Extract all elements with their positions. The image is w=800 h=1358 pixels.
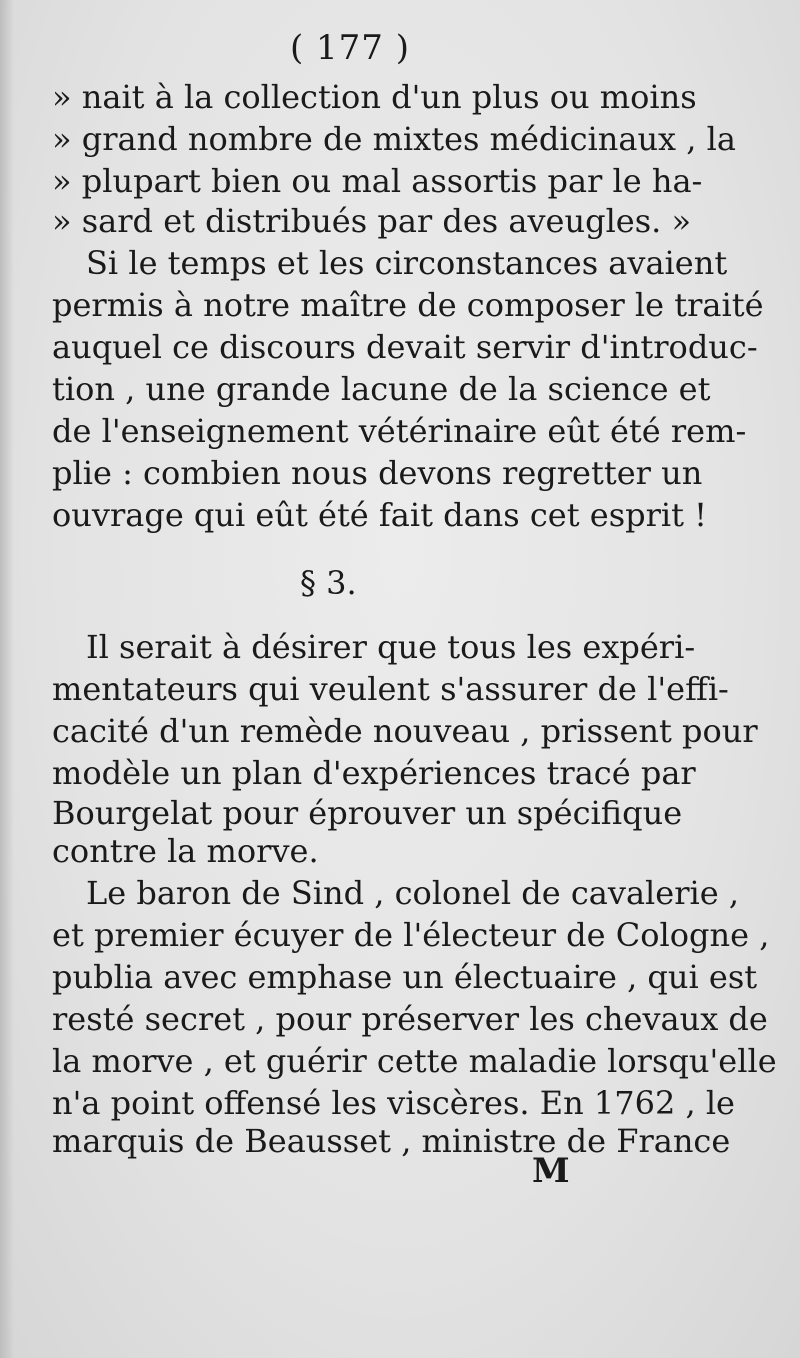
page-edge-shadow [0, 0, 14, 1358]
text-line: de l'enseignement vétérinaire eût été rem- [52, 412, 747, 450]
text-line: publia avec emphase un électuaire , qui est [52, 958, 758, 996]
text-line: modèle un plan d'expériences tracé par [52, 754, 696, 792]
text-line: marquis de Beausset , ministre de France [52, 1122, 731, 1160]
section-heading: § 3. [300, 564, 357, 602]
text-line: plie : combien nous devons regretter un [52, 454, 703, 492]
text-line: tion , une grande lacune de la science et [52, 370, 711, 408]
text-line: n'a point offensé les viscères. En 1762 , le [52, 1084, 735, 1122]
page-number: ( 177 ) [289, 28, 411, 68]
text-line: » nait à la collection d'un plus ou moins [52, 78, 697, 116]
text-line: Bourgelat pour éprouver un spécifique [52, 794, 683, 832]
text-line: et premier écuyer de l'électeur de Cologne , [52, 916, 770, 954]
text-line: » plupart bien ou mal assortis par le ha- [52, 162, 703, 200]
text-line: Le baron de Sind , colonel de cavalerie , [86, 874, 739, 912]
text-line: contre la morve. [52, 832, 319, 870]
text-line: mentateurs qui veulent s'assurer de l'effi- [52, 670, 729, 708]
text-line: » grand nombre de mixtes médicinaux , la [52, 120, 736, 158]
text-line: permis à notre maître de composer le traité [52, 286, 764, 324]
text-line: la morve , et guérir cette maladie lorsqu'elle [52, 1042, 777, 1080]
text-line: ouvrage qui eût été fait dans cet esprit ! [52, 496, 708, 534]
text-line: auquel ce discours devait servir d'introduc- [52, 328, 758, 366]
text-line: Il serait à désirer que tous les expéri- [86, 628, 696, 666]
text-line: » sard et distribués par des aveugles. » [52, 202, 692, 240]
text-line: Si le temps et les circonstances avaient [86, 244, 728, 282]
signature-mark: M [532, 1151, 570, 1191]
text-line: resté secret , pour préserver les chevaux de [52, 1000, 768, 1038]
text-line: cacité d'un remède nouveau , prissent pour [52, 712, 758, 750]
